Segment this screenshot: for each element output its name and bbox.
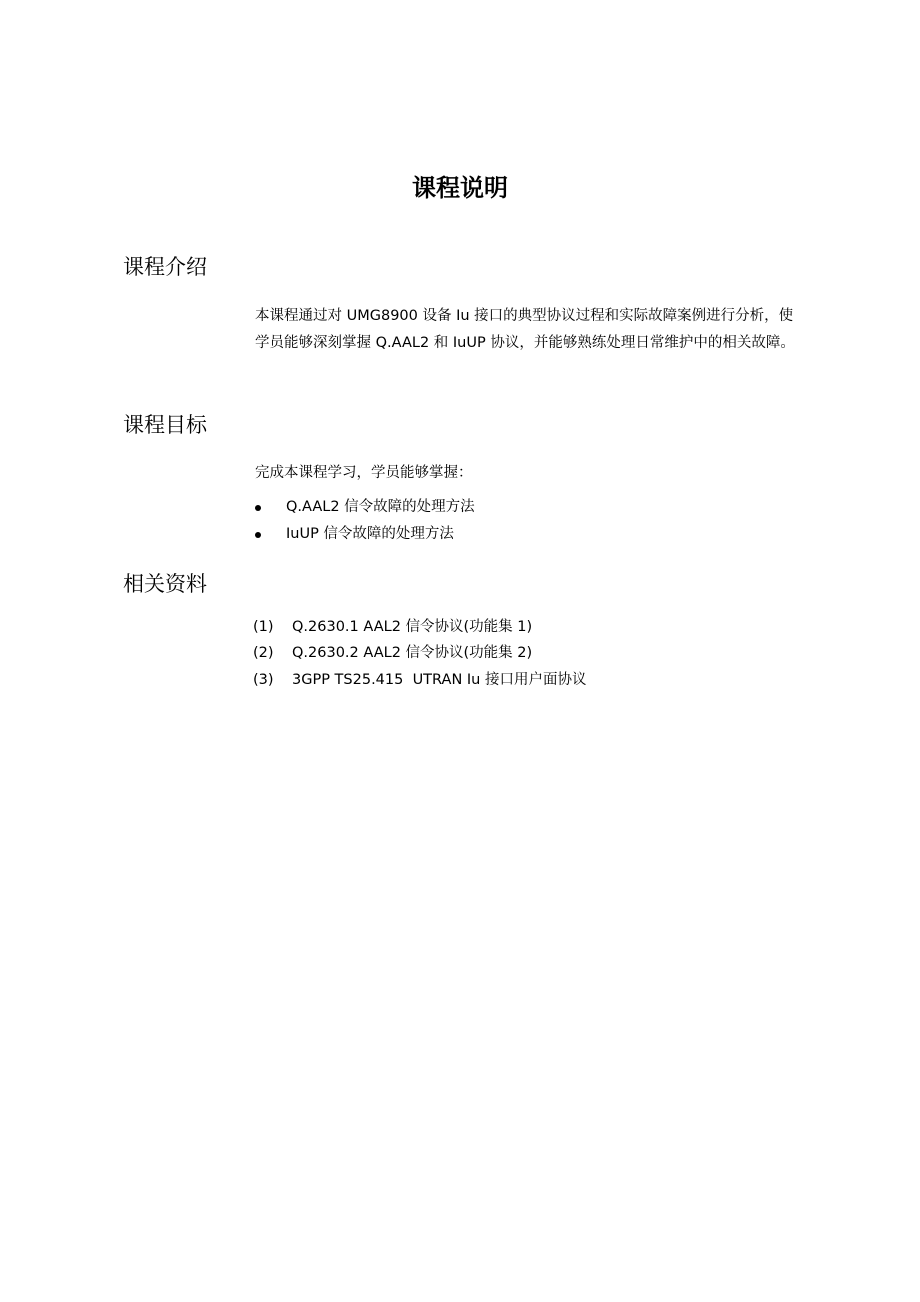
objective-text: Q.AAL2 信令故障的处理方法 [286, 499, 475, 515]
objectives-intro: 完成本课程学习，学员能够掌握： [255, 465, 473, 481]
page-title: 课程说明 [412, 174, 508, 202]
reference-text: Q.2630.1 AAL2 信令协议(功能集 1) [292, 619, 533, 635]
intro-paragraph: 本课程通过对 UMG8900 设备 Iu 接口的典型协议过程和实际故障案例进行分析，使学员能够深刻掌握 Q.AAL2 和 IuUP 协议，并能够熟练处理日常维护中的相关故障。 [255, 308, 795, 351]
reference-number: (2) [253, 645, 274, 661]
reference-text: 3GPP TS25.415 UTRAN Iu 接口用户面协议 [292, 672, 587, 688]
reference-number: (3) [253, 672, 274, 688]
bullet-icon [255, 505, 261, 511]
reference-text: Q.2630.2 AAL2 信令协议(功能集 2) [292, 645, 533, 661]
section-heading-objectives: 课程目标 [123, 413, 207, 437]
objective-text: IuUP 信令故障的处理方法 [286, 526, 454, 542]
section-heading-references: 相关资料 [123, 572, 207, 596]
bullet-icon [255, 532, 261, 538]
section-heading-intro: 课程介绍 [123, 255, 207, 279]
reference-number: (1) [253, 619, 274, 635]
